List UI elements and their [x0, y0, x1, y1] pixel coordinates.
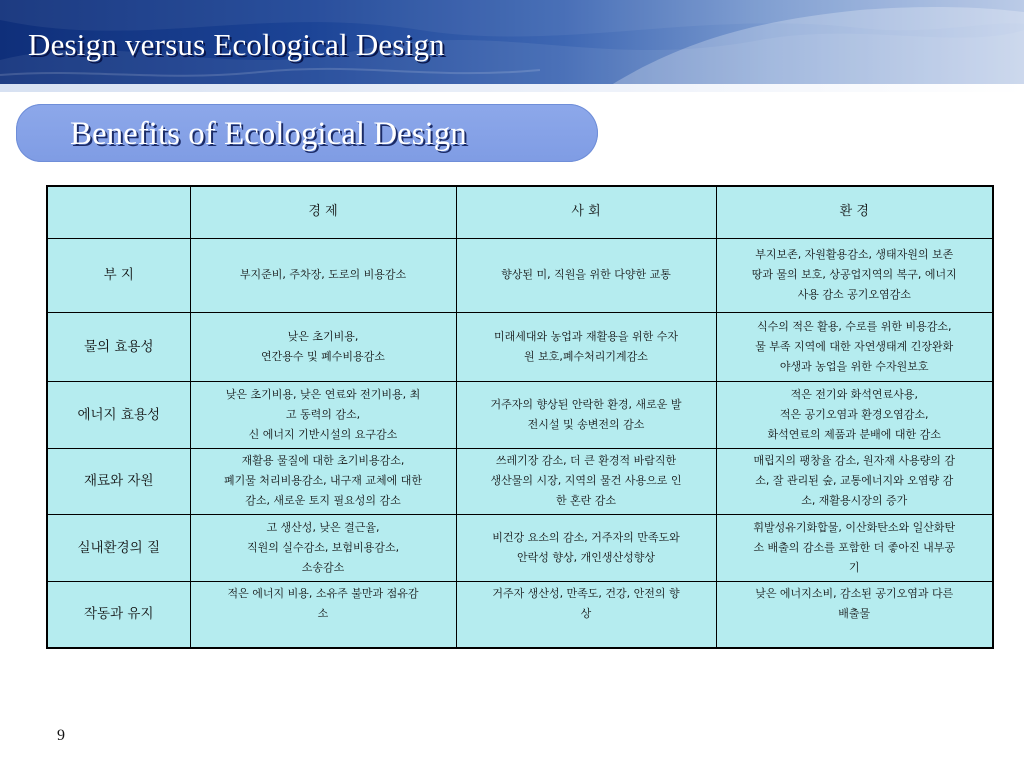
cell-line: 소, 잘 관리된 숲, 교통에너지와 오염량 감: [755, 474, 954, 488]
cell-society: [456, 581, 716, 648]
cell-line: 한 혼란 감소: [555, 494, 617, 508]
cell-line: 신 에너지 기반시설의 요구감소: [248, 427, 398, 441]
row-header: 재료와 자원: [47, 448, 190, 515]
table-row: [47, 313, 993, 382]
cell-economy: [190, 581, 456, 648]
cell-environment: [716, 313, 993, 382]
cell-line: 상: [580, 606, 592, 620]
slide-subtitle: Benefits of Ecological Design: [70, 116, 467, 152]
cell-environment: [716, 581, 993, 648]
cell-line: 부지준비, 주차장, 도로의 비용감소: [239, 268, 407, 282]
slide-title: Design versus Ecological Design: [28, 27, 445, 62]
cell-environment: [716, 448, 993, 515]
row-header: 작동과 유지: [47, 581, 190, 648]
cell-society: [456, 381, 716, 448]
cell-line: 적은 공기오염과 환경오염감소,: [779, 407, 929, 421]
column-header-society: 사 회: [456, 186, 716, 238]
cell-line: 화석연료의 제품과 분배에 대한 감소: [767, 427, 941, 441]
table-row: [47, 448, 993, 515]
cell-line: 배출물: [838, 606, 871, 620]
cell-line: 땅과 물의 보호, 상공업지역의 복구, 에너지: [751, 268, 957, 282]
cell-line: 기: [848, 560, 860, 574]
table-header-row: [47, 186, 993, 238]
cell-line: 사용 감소 공기오염감소: [797, 288, 911, 302]
cell-line: 거주자의 향상된 안락한 환경, 새로운 발: [490, 397, 682, 411]
cell-society: [456, 515, 716, 582]
cell-economy: [190, 313, 456, 382]
cell-line: 미래세대와 농업과 재활용을 위한 수자: [493, 330, 678, 344]
cell-economy: [190, 448, 456, 515]
cell-line: 거주자 생산성, 만족도, 건강, 안전의 향: [492, 586, 680, 600]
cell-line: 전시설 및 송변전의 감소: [527, 417, 645, 431]
corner-cell: [47, 186, 190, 238]
cell-environment: [716, 381, 993, 448]
cell-line: 향상된 미, 직원을 위한 다양한 교통: [501, 268, 671, 282]
header-stripe: [0, 84, 1024, 92]
cell-line: 고 동력의 감소,: [285, 407, 361, 421]
cell-line: 쓰레기장 감소, 더 큰 환경적 바람직한: [495, 454, 677, 468]
column-header-environment: 환 경: [716, 186, 993, 238]
cell-line: 소송감소: [301, 560, 345, 574]
cell-line: 생산물의 시장, 지역의 물건 사용으로 인: [490, 474, 682, 488]
cell-society: [456, 238, 716, 313]
cell-line: 안락성 향상, 개인생산성향상: [516, 550, 655, 564]
cell-society: [456, 313, 716, 382]
cell-economy: [190, 238, 456, 313]
cell-line: 부지보존, 자원활용감소, 생태자원의 보존: [755, 248, 954, 262]
cell-line: 낮은 에너지소비, 감소된 공기오염과 다른: [755, 586, 954, 600]
cell-economy: [190, 515, 456, 582]
table-row: [47, 581, 993, 648]
row-header: 물의 효용성: [47, 313, 190, 382]
cell-line: 매립지의 팽창율 감소, 원자재 사용량의 감: [753, 454, 956, 468]
cell-line: 소 배출의 감소를 포함한 더 좋아진 내부공: [753, 540, 956, 554]
table-row: [47, 238, 993, 313]
row-header: 실내환경의 질: [47, 515, 190, 582]
column-header-economy: 경 제: [190, 186, 456, 238]
row-header: 에너지 효용성: [47, 381, 190, 448]
cell-environment: [716, 515, 993, 582]
cell-line: 비건강 요소의 감소, 거주자의 만족도와: [492, 530, 680, 544]
table-row: [47, 381, 993, 448]
cell-line: 적은 전기와 화석연료사용,: [790, 387, 918, 401]
benefits-table: [46, 185, 994, 649]
page-number: 9: [57, 727, 65, 744]
cell-line: 소: [317, 606, 329, 620]
cell-line: 식수의 적은 활용, 수로를 위한 비용감소,: [757, 320, 952, 334]
cell-line: 감소, 새로운 토지 필요성의 감소: [245, 494, 401, 508]
cell-environment: [716, 238, 993, 313]
cell-line: 휘발성유기화합물, 이산화탄소와 일산화탄: [753, 520, 956, 534]
cell-line: 연간용수 및 폐수비용감소: [261, 350, 385, 364]
cell-line: 폐기물 처리비용감소, 내구재 교체에 대한: [223, 474, 423, 488]
table-row: [47, 515, 993, 582]
cell-line: 재활용 물질에 대한 초기비용감소,: [241, 454, 405, 468]
cell-economy: [190, 381, 456, 448]
cell-society: [456, 448, 716, 515]
cell-line: 낮은 초기비용, 낮은 연료와 전기비용, 최: [225, 387, 421, 401]
cell-line: 소, 재활용시장의 증가: [801, 494, 908, 508]
cell-line: 직원의 실수감소, 보험비용감소,: [246, 540, 400, 554]
cell-line: 원 보호,폐수처리기계감소: [524, 350, 648, 364]
cell-line: 낮은 초기비용,: [287, 330, 359, 344]
row-header: 부 지: [47, 238, 190, 313]
cell-line: 고 생산성, 낮은 결근율,: [266, 520, 380, 534]
cell-line: 적은 에너지 비용, 소유주 불만과 점유감: [227, 586, 419, 600]
cell-line: 야생과 농업을 위한 수자원보호: [779, 360, 929, 374]
cell-line: 물 부족 지역에 대한 자연생태계 긴장완화: [755, 340, 954, 354]
